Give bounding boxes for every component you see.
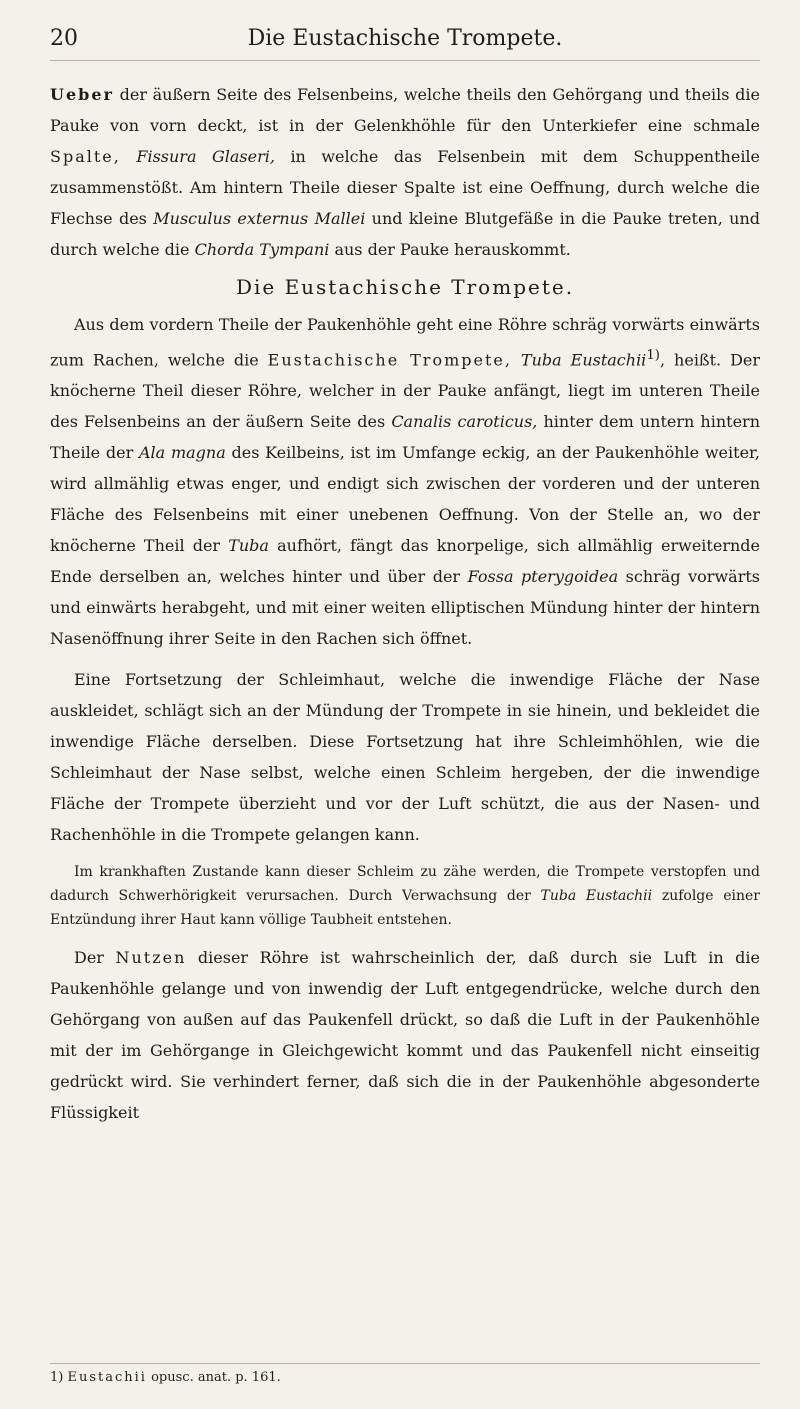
paragraph-1-text-d: aus der Pauke herauskommt. [334, 240, 571, 259]
paragraph-2-latin-term-d: Tuba [228, 536, 269, 556]
paragraph-5-text: dieser Röhre ist wahrscheinlich der, daß durch sie Luft in die Paukenhöhle gelange und von inwendig der Luft entgegendrücke, welche durch den Gehörgang von außen auf das Paukenfell drückt, so daß die Luft in der Paukenhöhle mit der im Gehörgange in Gleichgewicht kommt und das Paukenfell nicht einseitig gedrückt wird. Sie verhindert ferner, daß sich die in der Paukenhöhle abgesonderte Flüssigkeit [50, 948, 761, 1123]
footnote-reference[interactable]: 1) [646, 348, 660, 363]
running-title: Die Eustachische Trompete. [247, 26, 563, 51]
footnote [50, 1363, 760, 1385]
paragraph-1-latin-term-b: Musculus externus Mallei [153, 209, 366, 228]
paragraph-1-latin-term-c: Chorda Tympani [194, 240, 330, 259]
paragraph-1-text-c: und kleine Blutgefäße in die Pauke treten, und durch welche die [50, 209, 760, 259]
paragraph-2-text-b: , heißt. Der knöcherne Theil dieser Röhre, welcher in der Pauke anfängt, liegt im unteren Theile des Felsenbeins an der äußern Seite des [50, 350, 761, 432]
paragraph-4-text-a: Im krankhaften Zustande kann dieser Schleim zu zähe werden, die Trompete verstopfen und dadurch Schwerhörigkeit verursachen. Durch Verwachsung der [50, 864, 760, 905]
paragraph-1-text-b: in welche das Felsenbein mit dem Schuppentheile zusammenstößt. Am hintern Theile dieser Spalte ist eine Oeffnung, durch welche die Flechse des [50, 147, 761, 228]
paragraph-1-text-a: der äußern Seite des Felsenbeins, welche theils den Gehörgang und theils die Pauke von vorn deckt, ist in der Gelenkhöhle für den Unterkiefer eine schmale [50, 85, 760, 135]
paragraph-2-text-f: schräg vorwärts und einwärts herabgeht, und mit einer weiten elliptischen Mündung hinter der hintern Nasenöffnung ihrer Seite in den Rachen sich öffnet. [50, 567, 760, 649]
page-body [50, 79, 760, 1128]
paragraph-4 [50, 860, 760, 932]
paragraph-2-latin-term-b: Canalis caroticus, [391, 412, 538, 432]
paragraph-1-lead: Ueber [50, 85, 114, 104]
paragraph-2-text-a: Aus dem vordern Theile der Paukenhöhle geht eine Röhre schräg vorwärts einwärts zum Rachen, welche die [50, 315, 760, 370]
page-number: 20 [50, 26, 78, 51]
paragraph-2-spaced-term: Eustachische Trompete, [267, 350, 512, 370]
paragraph-3: Eine Fortsetzung der Schleimhaut, welche die inwendige Fläche der Nase auskleidet, schlägt sich an der Mündung der Trompete in sie hinein, und bekleidet die inwendige Fläche derselben. Diese Fortsetzung hat ihre Schleimhöhlen, wie die Schleimhaut der Nase selbst, welche einen Schleim hergeben, der die inwendige Fläche der Trompete überzieht und vor der Luft schützt, die aus der Nasen- und Rachenhöhle in die Trompete gelangen kann. [50, 670, 760, 845]
paragraph-2-text-d: des Keilbeins, ist im Umfange eckig, an der Paukenhöhle weiter, wird allmählig etwas enger, und endigt sich zwischen der vorderen und der unteren Fläche des Felsenbeins mit einer unebenen Oeffnung. Von der Stelle an, wo der knöcherne Theil der [50, 443, 761, 556]
paragraph-2-latin-term-e: Fossa pterygoidea [467, 567, 619, 587]
footnote-source: Eustachii [67, 1370, 147, 1385]
paragraph-1 [50, 79, 760, 265]
page-header [50, 20, 760, 61]
paragraph-1-latin-term: Fissura Glaseri, [136, 147, 275, 166]
paragraph-2-text-e: aufhört, fängt das knorpelige, sich allmählig erweiternde Ende derselben an, welches hinter und über der [50, 536, 760, 587]
paragraph-5-lead: Der [74, 948, 104, 968]
paragraph-5-spaced-term: Nutzen [115, 948, 187, 968]
paragraph-2-latin-term: Tuba Eustachii [520, 350, 647, 370]
paragraph-5 [50, 942, 760, 1128]
section-heading: Die Eustachische Trompete. [235, 275, 575, 299]
paragraph-2 [50, 309, 760, 654]
paragraph-2-text-c: hinter dem untern hintern Theile der [50, 412, 761, 463]
paragraph-4-text-b: zufolge einer Entzündung ihrer Haut kann völlige Taubheit entstehen. [50, 888, 760, 929]
paragraph-4-latin-term: Tuba Eustachii [540, 888, 653, 905]
footnote-marker: 1) [50, 1370, 64, 1385]
paragraph-2-latin-term-c: Ala magna [139, 443, 226, 463]
paragraph-1-spaced-term: Spalte, [50, 147, 121, 166]
footnote-text: opusc. anat. p. 161. [151, 1370, 281, 1385]
